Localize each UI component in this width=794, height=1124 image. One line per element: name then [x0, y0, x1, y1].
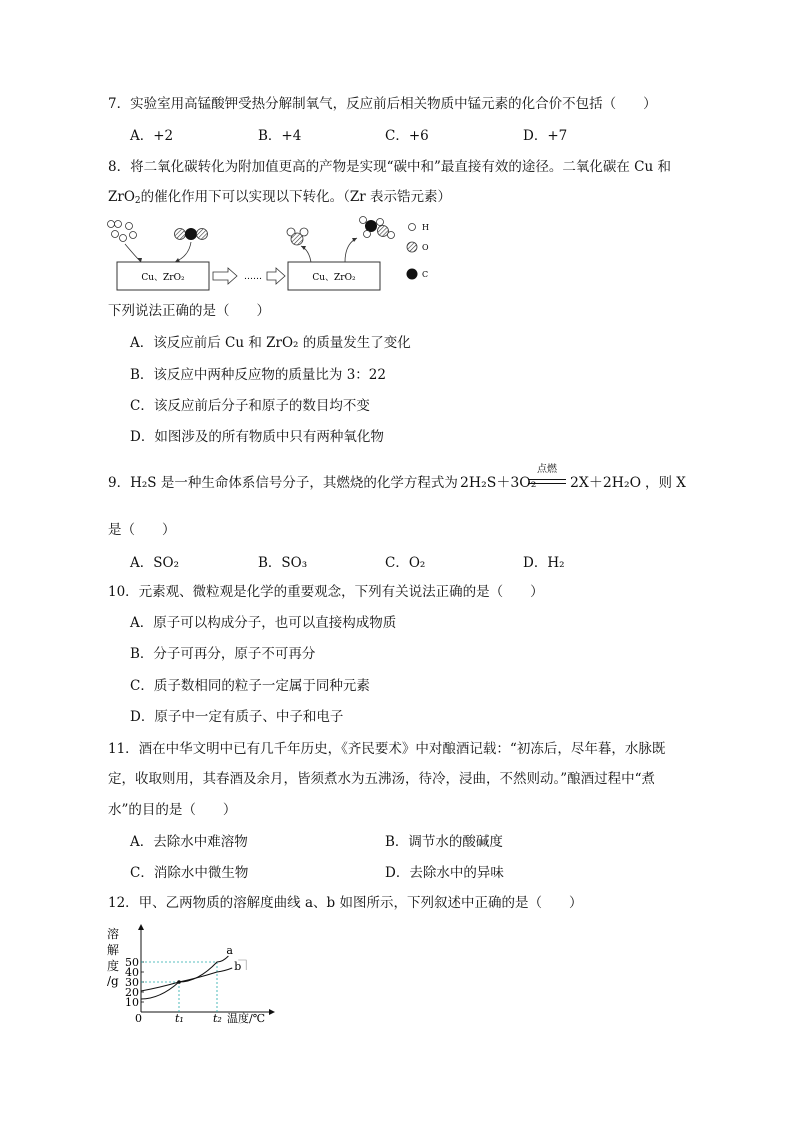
q8-stem-line1: 8．将二氧化碳转化为附加值更高的产物是实现“碳中和”最直接有效的途径。二氧化碳在 Cu 和 — [108, 159, 671, 175]
y-tick-label: 10 — [125, 996, 139, 1009]
q11-option-d: D．去除水中的异味 — [385, 865, 504, 881]
q7-option-c: C．+6 — [385, 128, 429, 144]
hydrogen-molecules-icon — [108, 221, 137, 242]
q8-stem-line2-text: 的催化作用下可以实现以下转化。（Zr 表示锆元素） — [140, 189, 452, 205]
y-tick-label: 30 — [125, 976, 139, 989]
q7-option-b: B．+4 — [258, 128, 302, 144]
q8-option-b: B．该反应中两种反应物的质量比为 3：22 — [130, 367, 386, 383]
legend — [407, 223, 430, 280]
q9-equation-condition: 点燃 — [537, 464, 557, 475]
legend-h-icon — [409, 224, 416, 231]
legend-h-label: H — [422, 223, 429, 232]
arrow-icon — [301, 246, 311, 262]
q8-option-a: A．该反应前后 Cu 和 ZrO₂ 的质量发生了变化 — [130, 335, 411, 351]
q9-option-a: A．SO₂ — [130, 555, 179, 571]
y-axis-label: 解 — [107, 943, 120, 957]
origin-label: 0 — [135, 1012, 142, 1025]
intersection-point — [177, 980, 181, 984]
q7-option-d: D．+7 — [523, 128, 568, 144]
q8-option-c: C．该反应前后分子和原子的数目均不变 — [130, 398, 370, 414]
series-a-line — [141, 956, 228, 999]
q9-stem-line2: 是（ ） — [108, 522, 176, 538]
q9-stem-pre: 9．H₂S 是一种生命体系信号分子，其燃烧的化学方程式为 — [108, 475, 458, 491]
solubility-chart — [105, 922, 280, 1027]
q11-stem-line1: 11．酒在中华文明中已有几千年历史，《齐民要术》中对酿酒记载：“初冻后，尽年暮，水脉既 — [108, 741, 666, 757]
q8-stem-line2 — [108, 188, 451, 210]
legend-o-label: O — [422, 243, 429, 252]
series-a-label: a — [226, 944, 233, 957]
water-molecule-icon — [287, 228, 308, 245]
q11-stem-line3: 水”的目的是（ ） — [108, 802, 237, 818]
q9-stem-post: ，则 X — [645, 475, 686, 491]
q9-option-d: D．H₂ — [523, 555, 565, 571]
q11-option-c: C．消除水中微生物 — [130, 865, 249, 881]
process-arrow-icon — [213, 268, 285, 284]
q7-option-a: A．+2 — [130, 128, 174, 144]
y-axis-label: 溶 — [107, 927, 120, 941]
y-tick-label: 50 — [125, 956, 139, 969]
q10-option-c: C．质子数相同的粒子一定属于同种元素 — [130, 678, 370, 694]
y-axis-label: 度 — [107, 959, 120, 973]
q10-option-d: D．原子中一定有质子、中子和电子 — [130, 709, 344, 725]
series-b-line — [141, 968, 232, 991]
q7-stem: 7．实验室用高锰酸钾受热分解制氧气，反应前后相关物质中锰元素的化合价不包括（ ） — [108, 96, 657, 112]
co2-molecule-icon — [175, 228, 208, 240]
legend-c-label: C — [422, 270, 429, 279]
q11-option-b: B．调节水的酸碱度 — [385, 834, 503, 850]
x-tick-label: t₂ — [213, 1012, 222, 1025]
series-b-label: b — [234, 960, 242, 973]
q10-stem: 10．元素观、微粒观是化学的重要观念，下列有关说法正确的是（ ） — [108, 584, 544, 600]
y-axis-label: /g — [107, 974, 119, 988]
q11-stem-line2: 定，收取则用，其春酒及余月，皆须煮水为五沸汤，待冷，浸曲，不然则动。”酿酒过程中“煮 — [108, 771, 656, 787]
q12-stem: 12．甲、乙两物质的溶解度曲线 a、b 如图所示，下列叙述中正确的是（ ） — [108, 895, 583, 911]
methanol-molecule-icon — [360, 217, 395, 239]
q8-prompt: 下列说法正确的是（ ） — [108, 303, 270, 319]
q9-equation-left: 2H₂S＋3O₂ — [460, 475, 537, 491]
q8-reaction-diagram — [105, 212, 455, 294]
q9-option-c: C．O₂ — [385, 555, 426, 571]
q9-stem — [108, 474, 458, 492]
q9-equation-right: 2X＋2H₂O — [570, 475, 642, 491]
legend-o-icon — [407, 242, 417, 252]
y-tick-label: 20 — [125, 986, 139, 999]
q8-option-d: D．如图涉及的所有物质中只有两种氧化物 — [130, 429, 384, 445]
x-axis-arrow-icon — [269, 1009, 275, 1015]
x-axis-label: 温度/℃ — [227, 1012, 266, 1025]
arrow-icon — [345, 238, 357, 262]
q10-option-a: A．原子可以构成分子，也可以直接构成物质 — [130, 615, 397, 631]
x-tick-label: t₁ — [175, 1012, 184, 1025]
y-tick-label: 40 — [125, 966, 139, 979]
catalyst-box-2-label: Cu、ZrO₂ — [312, 273, 356, 283]
q8-zro2: ZrO — [108, 189, 135, 205]
svg-text:……: …… — [244, 272, 262, 282]
catalyst-box-1-label: Cu、ZrO₂ — [141, 273, 185, 283]
q11-option-a: A．去除水中难溶物 — [130, 834, 248, 850]
q9-option-b: B．SO₃ — [258, 555, 308, 571]
q9-equation-sign — [528, 479, 566, 484]
y-axis-arrow-icon — [138, 924, 144, 930]
q10-option-b: B．分子可再分，原子不可再分 — [130, 646, 316, 662]
q8-zro2-sub: 2 — [134, 196, 141, 206]
legend-c-icon — [407, 269, 418, 280]
